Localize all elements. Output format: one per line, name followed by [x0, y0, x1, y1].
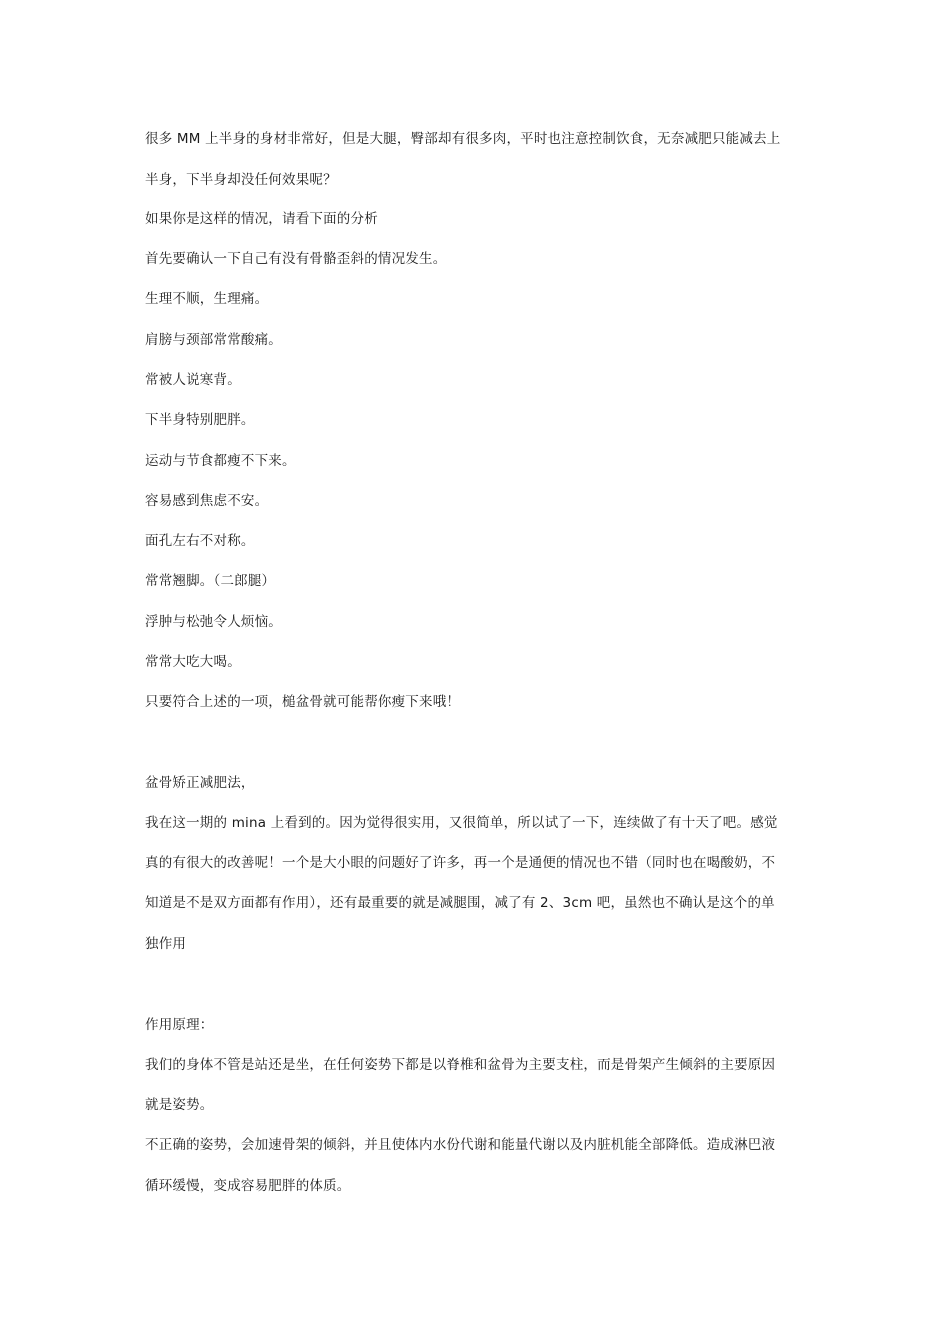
- text-line-5: 生理不顺，生理痛。: [145, 291, 269, 307]
- text-line-10: 容易感到焦虑不安。: [145, 493, 269, 509]
- text-line-22: 我们的身体不管是站还是坐，在任何姿势下都是以脊椎和盆骨为主要支柱，而是骨架产生倾斜的主要原因: [145, 1057, 776, 1073]
- text-line-3: 如果你是这样的情况，请看下面的分析: [145, 211, 378, 227]
- text-line-14: 常常大吃大喝。: [145, 654, 241, 670]
- text-line-1: 很多 MM 上半身的身材非常好，但是大腿，臀部却有很多肉，平时也注意控制饮食，无奈减肥只能减去上: [145, 131, 781, 147]
- text-line-18: 真的有很大的改善呢！一个是大小眼的问题好了许多，再一个是通便的情况也不错（同时也在喝酸奶，不: [145, 855, 776, 871]
- text-line-20: 独作用: [145, 936, 187, 952]
- text-line-21: 作用原理：: [145, 1017, 214, 1033]
- text-line-13: 浮肿与松弛令人烦恼。: [145, 614, 282, 630]
- text-line-24: 不正确的姿势，会加速骨架的倾斜，并且使体内水份代谢和能量代谢以及内脏机能全部降低。造成淋巴液: [145, 1137, 776, 1153]
- text-line-17: 我在这一期的 mina 上看到的。因为觉得很实用，又很简单，所以试了一下，连续做了有十天了吧。感觉: [145, 815, 778, 831]
- text-line-6: 肩膀与颈部常常酸痛。: [145, 332, 282, 348]
- text-line-16: 盆骨矫正减肥法，: [145, 775, 255, 791]
- text-line-2: 半身，下半身却没任何效果呢？: [145, 172, 337, 188]
- text-line-12: 常常翘脚。（二郎腿）: [145, 573, 276, 589]
- text-line-25: 循环缓慢，变成容易肥胖的体质。: [145, 1178, 351, 1194]
- text-line-11: 面孔左右不对称。: [145, 533, 255, 549]
- text-line-7: 常被人说寒背。: [145, 372, 241, 388]
- text-line-8: 下半身特别肥胖。: [145, 412, 255, 428]
- text-line-23: 就是姿势。: [145, 1097, 214, 1113]
- text-line-4: 首先要确认一下自己有没有骨骼歪斜的情况发生。: [145, 251, 447, 267]
- text-line-9: 运动与节食都瘦不下来。: [145, 453, 296, 469]
- text-line-19: 知道是不是双方面都有作用），还有最重要的就是减腿围，减了有 2、3cm 吧，虽然也不确认是这个的单: [145, 895, 775, 911]
- text-line-15: 只要符合上述的一项，槌盆骨就可能帮你瘦下来哦！: [145, 694, 461, 710]
